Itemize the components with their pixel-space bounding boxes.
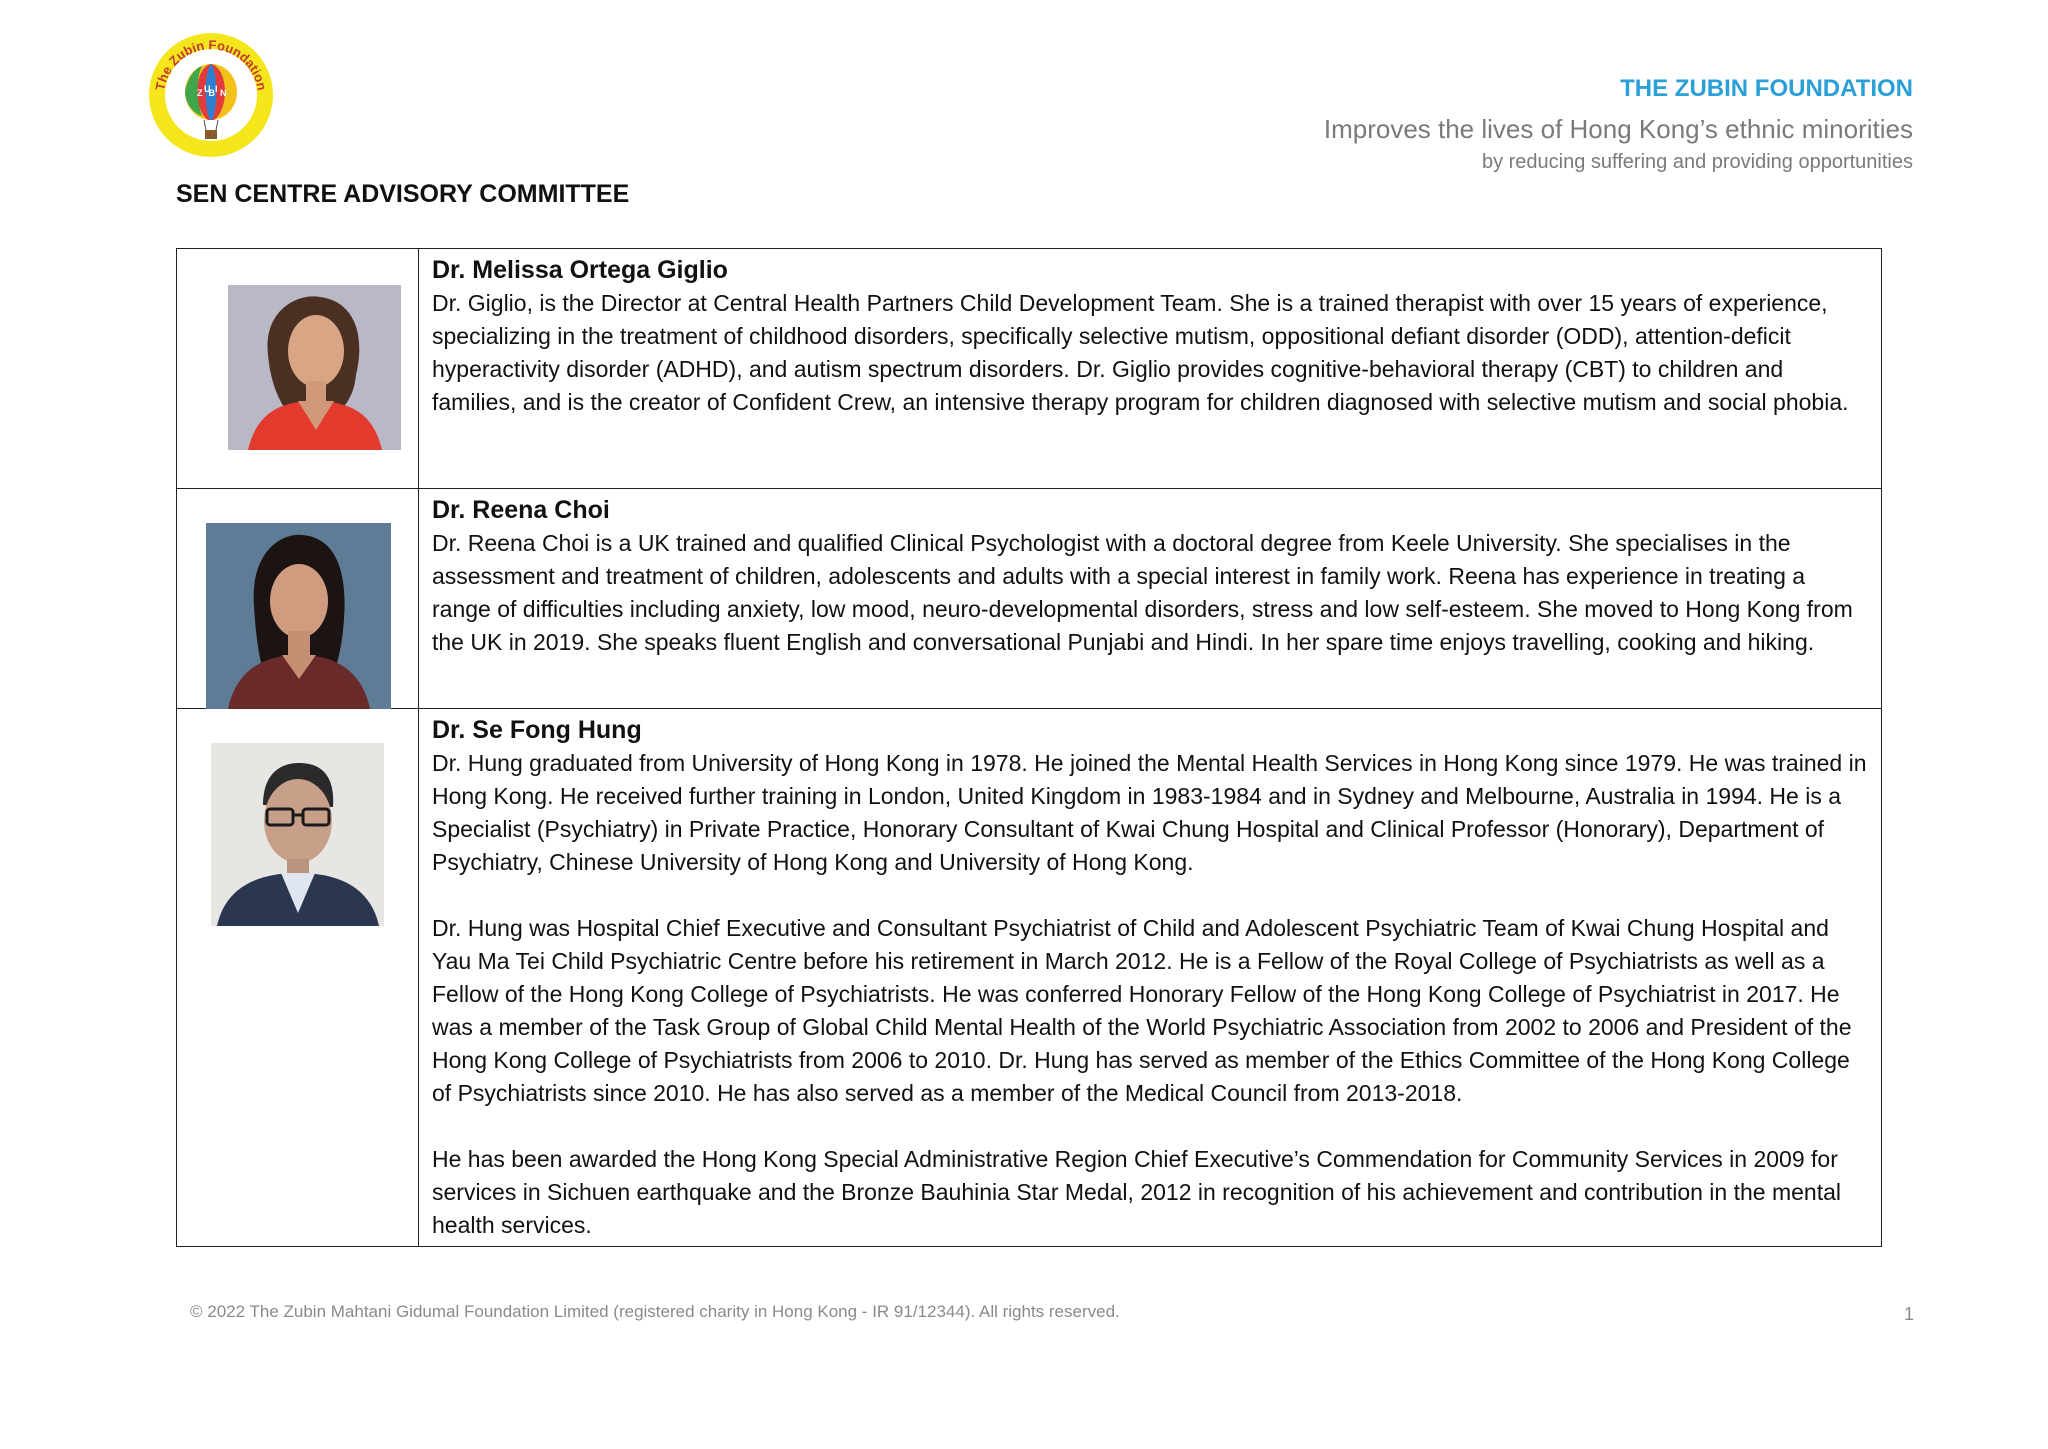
table-row bbox=[177, 489, 1882, 709]
logo-balloon-letter: I bbox=[215, 84, 218, 94]
member-bio: Dr. Hung graduated from University of Hong Kong in 1978. He joined the Mental Health Services in Hong Kong since 1979. He was trained in Hong Kong. He received further training in London, United Kingdom in 1983-1984 and in Sydney and Melbourne, Australia in 1994. He is a Specialist (Psychiatry) in Private Practice, Honorary Consultant of Kwai Chung Hospital and Clinical Professor (Honorary), Department of Psychiatry, Chinese University of Hong Kong and University of Hong Kong. bbox=[432, 750, 1867, 875]
page-number: 1 bbox=[1903, 1304, 1914, 1324]
logo-balloon-letter: U bbox=[204, 84, 211, 94]
member-bio: Dr. Giglio, is the Director at Central Health Partners Child Development Team. She is a trained therapist with over 15 years of experience, specializing in the treatment of childhood disorders, specifically selective mutism, oppositional defiant disorder (ODD), attention-deficit hyperactivity disorder (ADHD), and autism spectrum disorders. Dr. Giglio provides cognitive-behavioral therapy (CBT) to children and families, and is the creator of Confident Crew, an intensive therapy program for children diagnosed with selective mutism and social phobia. bbox=[432, 290, 1849, 415]
logo-arc-text: The Zubin Foundation bbox=[152, 37, 270, 92]
bio-cell bbox=[419, 489, 1882, 709]
member-bio: He has been awarded the Hong Kong Special Administrative Region Chief Executive’s Commendation for Community Services in 2009 for services in Sichuen earthquake and the Bronze Bauhinia Star Medal, 2012 in recognition of his achievement and contribution in the mental health services. bbox=[432, 1146, 1841, 1238]
member-bio: Dr. Reena Choi is a UK trained and qualified Clinical Psychologist with a doctoral degree from Keele University. She specialises in the assessment and treatment of children, adolescents and adults with a special interest in family work. Reena has experience in treating a range of difficulties including anxiety, low mood, neuro-developmental disorders, stress and low self-esteem. She moved to Hong Kong from the UK in 2019. She speaks fluent English and conversational Punjabi and Hindi. In her spare time enjoys travelling, cooking and hiking. bbox=[432, 530, 1853, 655]
bio-cell bbox=[419, 709, 1882, 1247]
portrait-reena bbox=[206, 523, 391, 709]
photo-cell bbox=[177, 489, 419, 709]
subtagline: by reducing suffering and providing opportunities bbox=[1481, 151, 1913, 173]
page-title: SEN CENTRE ADVISORY COMMITTEE bbox=[176, 180, 630, 208]
portrait-hung bbox=[211, 743, 384, 926]
logo-balloon-letter: N bbox=[220, 88, 227, 98]
table-row bbox=[177, 249, 1882, 489]
logo-balloon-letter: Z bbox=[197, 88, 203, 98]
portrait-melissa bbox=[228, 285, 401, 450]
bio-cell bbox=[419, 249, 1882, 489]
photo-cell bbox=[177, 709, 419, 1247]
member-bio: Dr. Hung was Hospital Chief Executive and Consultant Psychiatrist of Child and Adolescent Psychiatric Team of Kwai Chung Hospital and Yau Ma Tei Child Psychiatric Centre before his retirement in March 2012. He is a Fellow of the Royal College of Psychiatrists as well as a Fellow of the Hong Kong College of Psychiatrists. He was conferred Honorary Fellow of the Hong Kong College of Psychiatrist in 2017. He was a member of the Task Group of Global Child Mental Health of the World Psychiatric Association from 2002 to 2006 and President of the Hong Kong College of Psychiatrists from 2006 to 2010. Dr. Hung has served as member of the Ethics Committee of the Hong Kong College of Psychiatrists since 2010. He has also served as a member of the Medical Council from 2013-2018. bbox=[432, 915, 1852, 1106]
member-name: Dr. Reena Choi bbox=[432, 496, 610, 524]
member-name: Dr. Melissa Ortega Giglio bbox=[432, 256, 728, 284]
zubin-foundation-logo bbox=[144, 28, 278, 162]
table-row bbox=[177, 709, 1882, 1247]
logo-balloon-letter: B bbox=[208, 88, 215, 98]
member-name: Dr. Se Fong Hung bbox=[432, 716, 642, 744]
footer-copyright: © 2022 The Zubin Mahtani Gidumal Foundation Limited (registered charity in Hong Kong - IR 91/12344). All rights reserved. bbox=[190, 1302, 1120, 1321]
photo-cell bbox=[177, 249, 419, 489]
tagline: Improves the lives of Hong Kong’s ethnic minorities bbox=[1323, 114, 1913, 144]
committee-table bbox=[176, 248, 1882, 1247]
header-branding bbox=[1324, 74, 1913, 176]
org-name: THE ZUBIN FOUNDATION bbox=[1620, 75, 1913, 102]
